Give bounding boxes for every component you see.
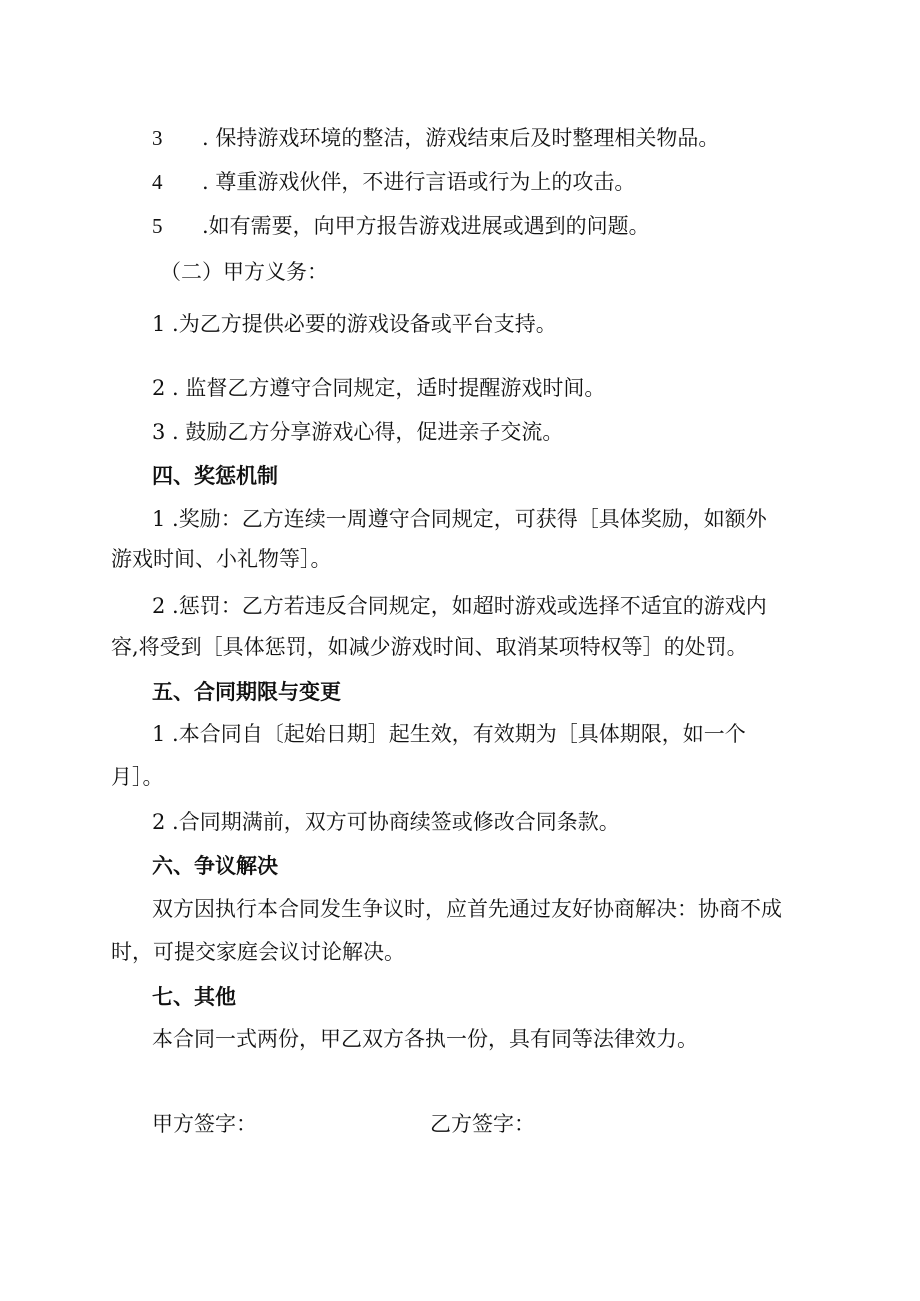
party-a-duty-2: 2 . 监督乙方遵守合同规定，适时提醒游戏时间。 (152, 376, 606, 400)
reward-line-1: 1 .奖励：乙方连续一周遵守合同规定，可获得［具体奖励，如额外 (152, 507, 767, 531)
party-b-signature-label: 乙方签字： (430, 1112, 535, 1136)
duty-item-3 (152, 124, 719, 152)
dispute-line-2: 时，可提交家庭会议讨论解决。 (111, 940, 405, 964)
section-4-heading: 四、奖惩机制 (152, 464, 278, 488)
duty-item-3-number: 3 (152, 126, 163, 150)
duty-item-5-text: .如有需要，向甲方报告游戏进展或遇到的问题。 (202, 214, 650, 238)
dispute-line-1: 双方因执行本合同发生争议时，应首先通过友好协商解决：协商不成 (152, 897, 782, 921)
section-5-heading: 五、合同期限与变更 (152, 680, 341, 704)
reward-line-2: 游戏时间、小礼物等］。 (111, 547, 332, 571)
renew-line: 2 .合同期满前，双方可协商续签或修改合同条款。 (152, 810, 620, 834)
duty-item-3-text: . 保持游戏环境的整洁，游戏结束后及时整理相关物品。 (202, 126, 720, 150)
penalty-line-1: 2 .惩罚：乙方若违反合同规定，如超时游戏或选择不适宜的游戏内 (152, 594, 767, 618)
other-line: 本合同一式两份，甲乙双方各执一份，具有同等法律效力。 (152, 1027, 698, 1051)
term-line-2: 月］。 (111, 765, 164, 789)
party-a-signature-label: 甲方签字： (152, 1112, 257, 1136)
party-a-duty-1: 1 .为乙方提供必要的游戏设备或平台支持。 (152, 312, 557, 336)
penalty-line-2: 容,将受到［具体惩罚，如减少游戏时间、取消某项特权等］的处罚。 (111, 635, 748, 659)
duty-item-4-number: 4 (152, 170, 163, 194)
section-7-heading: 七、其他 (152, 985, 236, 1009)
duty-item-4 (152, 168, 635, 196)
duty-item-4-text: . 尊重游戏伙伴，不进行言语或行为上的攻击。 (202, 170, 636, 194)
duty-item-5-number: 5 (152, 214, 163, 238)
party-a-duties-title: （二）甲方义务： (160, 260, 328, 284)
section-6-heading: 六、争议解决 (152, 854, 278, 878)
term-line-1: 1 .本合同自〔起始日期］起生效，有效期为［具体期限，如一个 (152, 722, 746, 746)
duty-item-5 (152, 212, 650, 240)
party-a-duty-3: 3 . 鼓励乙方分享游戏心得，促进亲子交流。 (152, 420, 564, 444)
